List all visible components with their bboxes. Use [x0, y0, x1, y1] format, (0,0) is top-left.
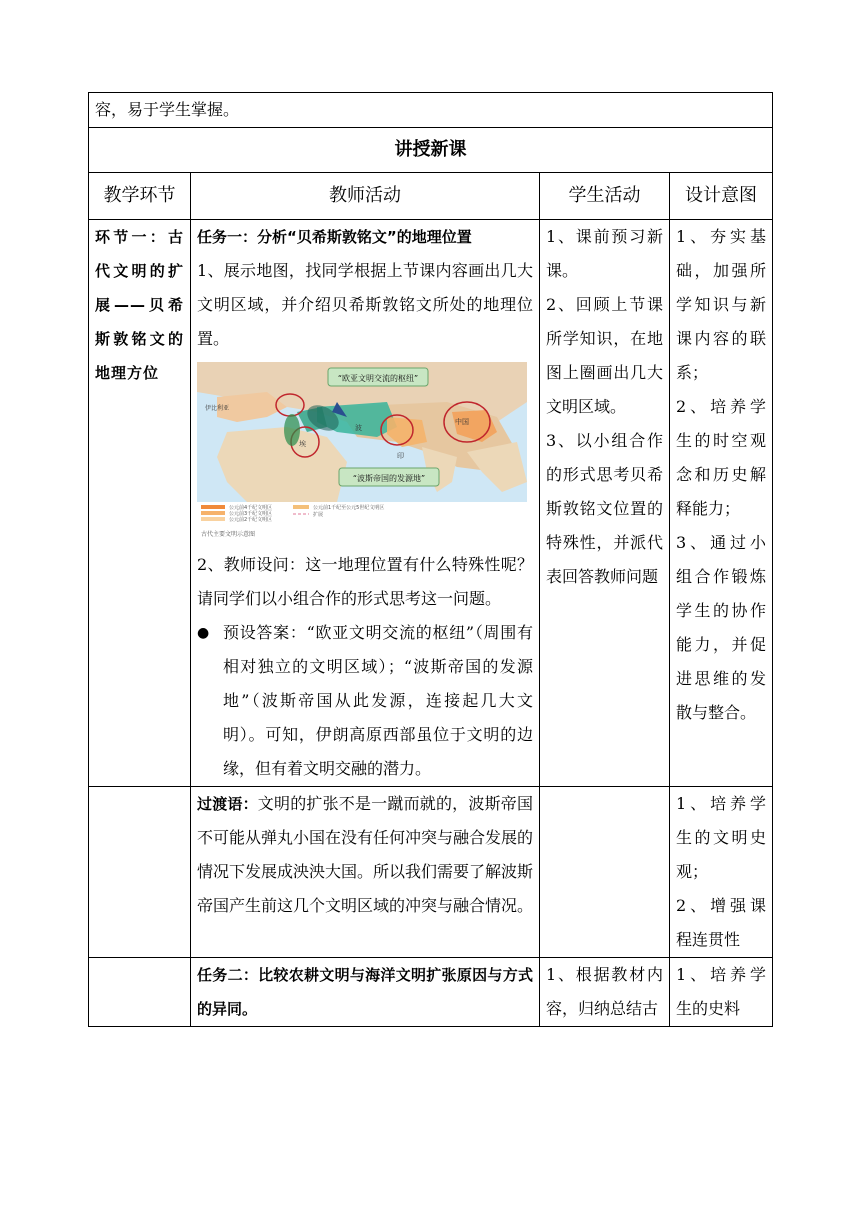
ancient-civilizations-map [197, 362, 527, 542]
transition-intent-1: 1、培养学生的文明史观； [676, 794, 767, 881]
header-stage: 教学环节 [89, 173, 191, 220]
transition-stage-cell [89, 787, 191, 958]
header-intent: 设计意图 [670, 173, 773, 220]
section-title: 讲授新课 [89, 128, 773, 173]
student-activity-3: 3、以小组合作的形式思考贝希斯敦铭文位置的特殊性，并派代表回答教师问题 [546, 431, 663, 586]
map-legend-2: 公元前3千纪文明区 [229, 511, 273, 517]
teacher-step-1: 1、展示地图，找同学根据上节课内容画出几大文明区域，并介绍贝希斯敦铭文所处的地理位置。 [197, 261, 533, 348]
task-two-student: 1、根据教材内容，归纳总结古 [540, 958, 670, 1027]
task-two-stage-cell [89, 958, 191, 1027]
map-label-hub: “欧亚文明交流的枢纽” [337, 374, 419, 383]
map-legend-4: 公元前1千纪至公元5世纪文明区 [313, 505, 385, 511]
lesson-plan-page [88, 92, 772, 1027]
continuation-row [89, 93, 773, 128]
map-place-china: 中国 [455, 418, 469, 426]
bullet-dot-icon: ● [197, 625, 210, 641]
continuation-text: 容，易于学生掌握。 [89, 93, 773, 128]
transition-row [89, 787, 773, 958]
map-legend-3: 公元前2千纪文明区 [229, 517, 273, 523]
task-one-title: 任务一：分析“贝希斯敦铭文”的地理位置 [197, 228, 472, 246]
task-two-title: 任务二：比较农耕文明与海洋文明扩张原因与方式的异同。 [191, 958, 540, 1027]
map-place-india: 印 [397, 452, 404, 460]
map-legend-1: 公元前4千纪文明区 [229, 505, 273, 511]
header-teacher: 教师活动 [191, 173, 540, 220]
task-two-intent: 1、培养学生的史料 [670, 958, 773, 1027]
stage-one-row [89, 220, 773, 787]
lesson-plan-table [88, 92, 773, 1027]
transition-text: 文明的扩张不是一蹴而就的，波斯帝国不可能从弹丸小国在没有任何冲突与融合发展的情况下发展成泱泱大国。所以我们需要了解波斯帝国产生前这几个文明区域的冲突与融合情况。 [197, 794, 534, 915]
map-caption: 古代主要文明示意图 [201, 531, 256, 538]
transition-cell [191, 787, 540, 958]
transition-intent-2: 2、增强课程连贯性 [676, 896, 767, 949]
header-student: 学生活动 [540, 173, 670, 220]
stage-one-label: 环节一：古代文明的扩展——贝希斯敦铭文的地理方位 [89, 220, 191, 787]
map-place-persia: 波 [355, 424, 362, 432]
map-graphic [197, 362, 527, 542]
stage-one-teacher-cell [191, 220, 540, 787]
student-activity-1: 1、课前预习新课。 [546, 227, 663, 280]
preset-answer-text: 预设答案：“欧亚文明交流的枢纽”（周围有相对独立的文明区域）；“波斯帝国的发源地”（波斯帝国从此发源，连接起几大文明）。可知，伊朗高原西部虽位于文明的边缘，但有着文明交融的潜力。 [223, 623, 533, 778]
design-intent-1: 1、夯实基础，加强所学知识与新课内容的联系； [676, 227, 767, 382]
stage-one-intent-cell [670, 220, 773, 787]
design-intent-3: 3、通过小组合作锻炼学生的协作能力，并促进思维的发散与整合。 [676, 533, 767, 722]
transition-intent-cell [670, 787, 773, 958]
preset-answer [197, 616, 533, 786]
map-place-iberia: 伊比利亚 [205, 405, 230, 412]
header-row [89, 173, 773, 220]
teacher-step-2: 2、教师设问：这一地理位置有什么特殊性呢？请同学们以小组合作的形式思考这一问题。 [197, 555, 533, 608]
map-label-persia: “波斯帝国的发源地” [352, 474, 426, 483]
stage-one-student-cell [540, 220, 670, 787]
map-place-egypt: 埃 [299, 440, 306, 448]
map-legend-5: 扩展 [313, 512, 324, 518]
section-title-row [89, 128, 773, 173]
transition-label: 过渡语： [197, 795, 258, 813]
transition-student-cell [540, 787, 670, 958]
student-activity-2: 2、回顾上节课所学知识，在地图上圈画出几大文明区域。 [546, 295, 663, 416]
design-intent-2: 2、培养学生的时空观念和历史解释能力； [676, 397, 767, 518]
task-two-row [89, 958, 773, 1027]
